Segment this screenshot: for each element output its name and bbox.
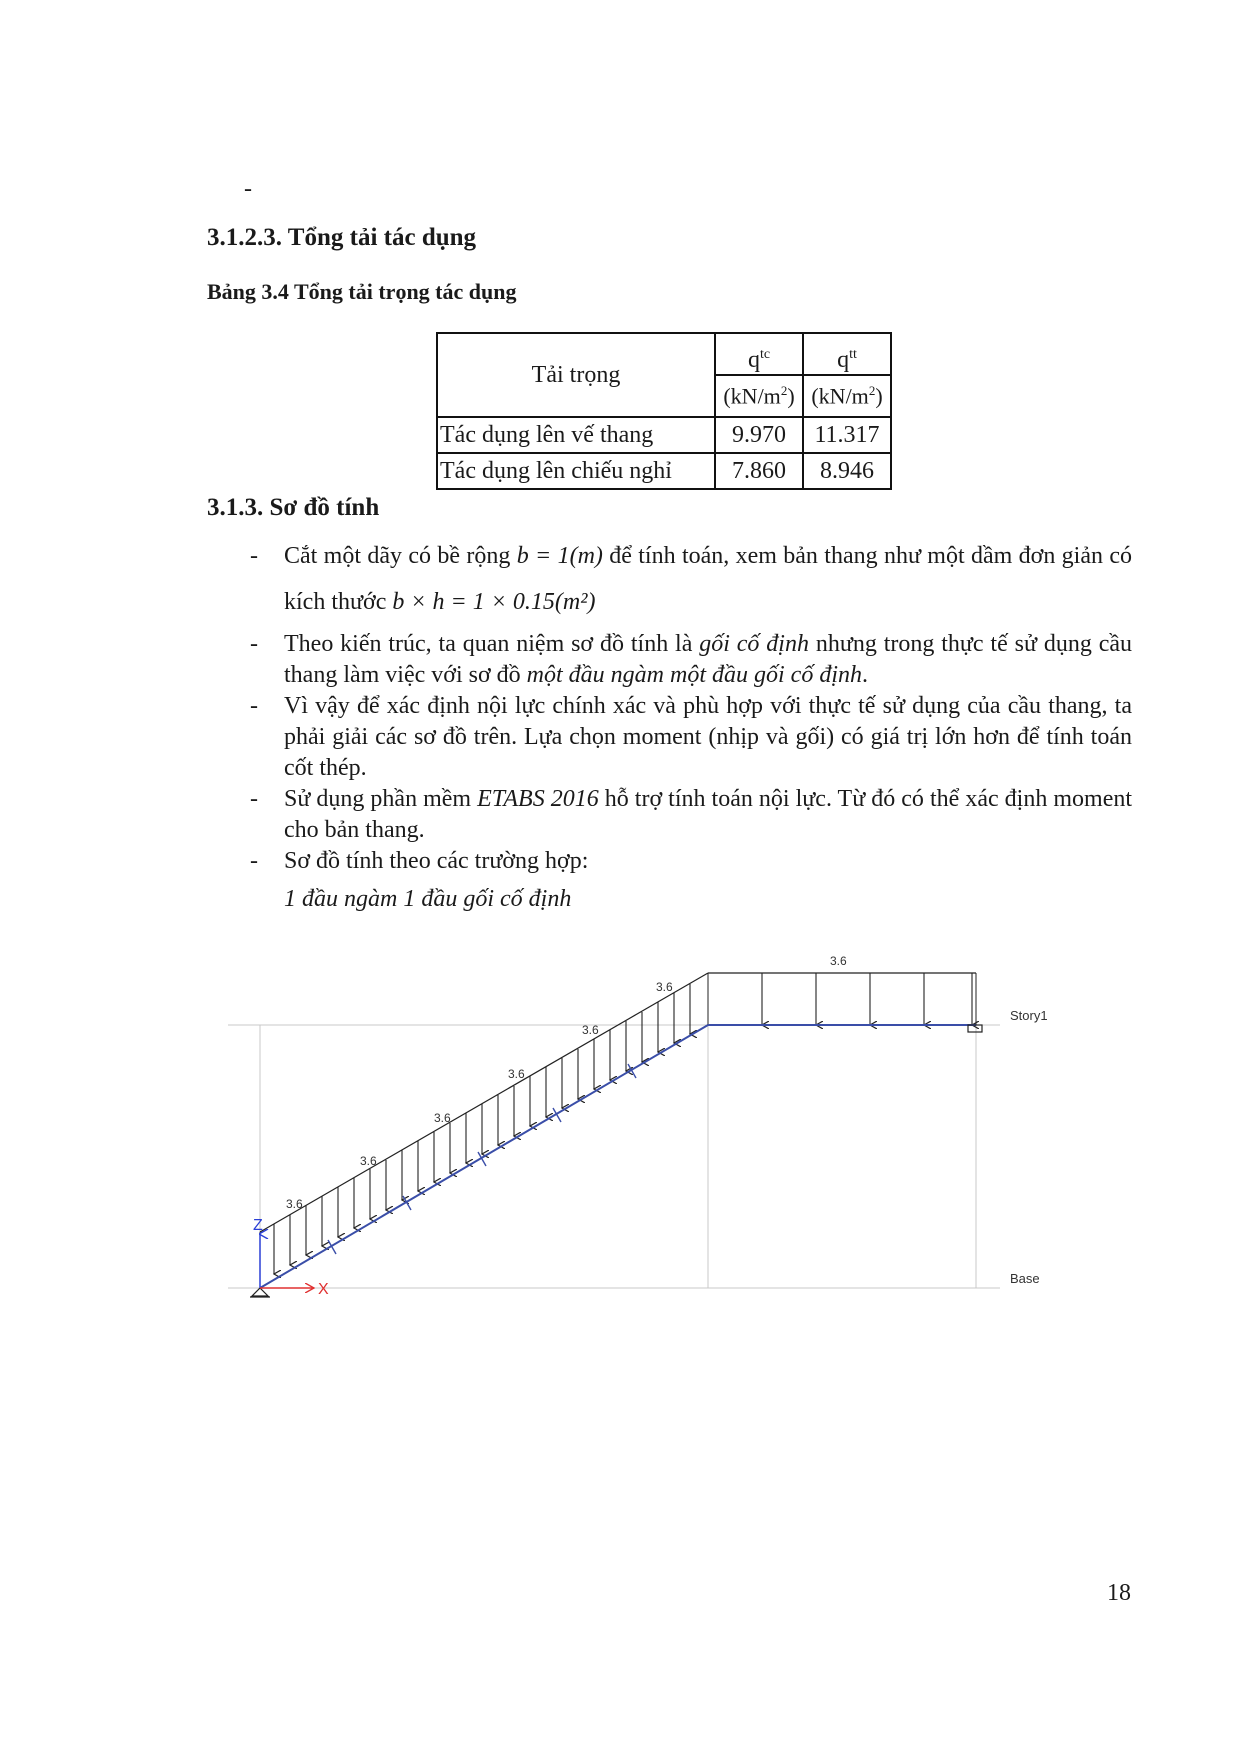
list-item: - Sử dụng phần mềm ETABS 2016 hỗ trợ tính toán nội lực. Từ đó có thể xác định moment cho bản thang.: [250, 786, 1133, 843]
section-heading-3123: 3.1.2.3. Tổng tải tác dụng: [207, 224, 477, 251]
table-header-qtt: $q^{tt}$: [803, 333, 891, 375]
story1-label: Story1: [1010, 1008, 1048, 1023]
table-cell-qtt: 11.317: [803, 417, 891, 453]
load-value-label: 3.6: [434, 1111, 451, 1125]
axis-x-label: X: [318, 1281, 329, 1298]
flight-load-arrows: [274, 984, 690, 1274]
table-row-name: Tác dụng lên vế thang: [437, 417, 715, 453]
section-heading-313: 3.1.3. Sơ đồ tính: [207, 494, 380, 521]
landing-load-arrows: [762, 973, 972, 1025]
load-value-label: 3.6: [360, 1154, 377, 1168]
table-header-qtc: $q^{tc}$: [715, 333, 803, 375]
list-item: - Cắt một dãy có bề rộng b = 1(m) để tính toán, xem bản thang như một dầm đơn giản có kích thước b × h = 1 × 0.15(m²): [250, 543, 1133, 615]
table-header-load: Tải trọng: [437, 333, 715, 417]
load-value-label: 3.6: [508, 1067, 525, 1081]
load-value-label: 3.6: [582, 1023, 599, 1037]
load-value-label: 3.6: [656, 980, 673, 994]
table-caption: Bảng 3.4 Tổng tải trọng tác dụng: [207, 279, 517, 304]
page-number: 18: [1107, 1580, 1131, 1606]
table-unit-qtc: $(kN/m^2)$: [715, 375, 803, 417]
base-label: Base: [1010, 1271, 1040, 1286]
case-title: 1 đầu ngàm 1 đầu gối cố định: [284, 886, 572, 912]
table-unit-qtt: $(kN/m^2)$: [803, 375, 891, 417]
list-item: - Sơ đồ tính theo các trường hợp:: [250, 848, 589, 874]
list-item: - Vì vậy để xác định nội lực chính xác và phù hợp với thực tế sử dụng của cầu thang, ta phải giải các sơ đồ trên. Lựa chọn moment (nhịp và gối) có giá trị lớn hơn để tính toán cốt thép.: [250, 693, 1132, 781]
slope-load-envelope: [260, 973, 708, 1232]
load-value-label: 3.6: [830, 954, 847, 968]
table-cell-qtc: 7.860: [715, 453, 803, 489]
stair-flight-member: [260, 1025, 708, 1288]
pin-support: [968, 1025, 982, 1032]
table-cell-qtc: 9.970: [715, 417, 803, 453]
table-row-name: Tác dụng lên chiếu nghỉ: [437, 453, 715, 489]
list-item: - Theo kiến trúc, ta quan niệm sơ đồ tính là gối cố định nhưng trong thực tế sử dụng cầu thang làm việc với sơ đồ một đầu ngàm một đầu gối cố định.: [250, 631, 1132, 688]
stray-dash: -: [244, 176, 252, 202]
table-cell-qtt: 8.946: [803, 453, 891, 489]
axis-z-label: Z: [253, 1217, 263, 1234]
load-value-label: 3.6: [286, 1197, 303, 1211]
formula-width: b = 1(m): [516, 543, 603, 569]
formula-section: b × h = 1 × 0.15(m²): [392, 589, 596, 615]
fixed-support: [250, 1288, 270, 1297]
